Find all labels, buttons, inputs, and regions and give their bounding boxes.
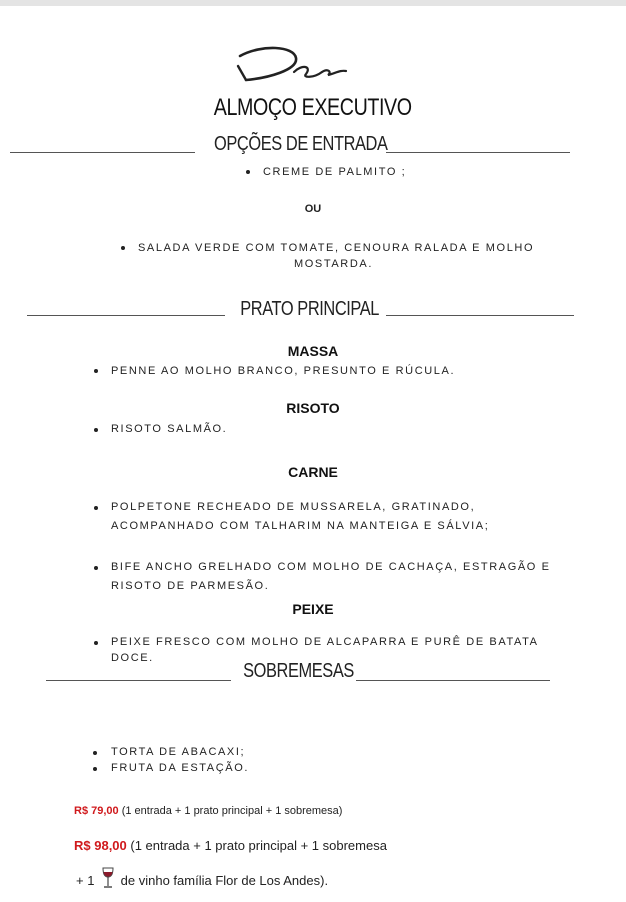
bullet: [94, 428, 98, 432]
section-title-sobremesas: SOBREMESAS: [243, 660, 354, 682]
divider-right: [356, 680, 550, 681]
heading-risoto: RISOTO: [286, 400, 340, 416]
bullet: [246, 170, 250, 174]
wine-description: de vinho família Flor de Los Andes).: [117, 873, 329, 888]
massa-item: PENNE AO MOLHO BRANCO, PRESUNTO E RÚCULA.: [111, 365, 456, 377]
section-title-principal: PRATO PRINCIPAL: [240, 298, 379, 320]
divider-right: [386, 315, 574, 316]
price-value: R$ 79,00: [74, 805, 119, 817]
signature-logo: [232, 42, 352, 88]
price-description: (1 entrada + 1 prato principal + 1 sobremesa: [126, 838, 387, 853]
heading-carne: CARNE: [288, 464, 338, 480]
price-line-2: [74, 838, 387, 853]
price-line-2-continued: [76, 867, 328, 891]
bullet: [94, 506, 98, 510]
price-description: (1 entrada + 1 prato principal + 1 sobremesa): [118, 805, 343, 817]
peixe-item-line2: DOCE.: [111, 652, 154, 664]
or-label: OU: [304, 203, 322, 215]
carne-item-2-line2: RISOTO DE PARMESÃO.: [111, 580, 270, 592]
heading-peixe: PEIXE: [292, 601, 334, 617]
bullet: [93, 751, 97, 755]
bullet: [94, 566, 98, 570]
carne-item-1-line2: ACOMPANHADO COM TALHARIM NA MANTEIGA E SÁLVIA;: [111, 520, 490, 532]
risoto-item: RISOTO SALMÃO.: [111, 423, 228, 435]
sobremesa-item-2: FRUTA DA ESTAÇÃO.: [111, 762, 250, 774]
entrada-item-2-line2: MOSTARDA.: [294, 258, 373, 270]
price-line-1: [74, 805, 342, 817]
divider-left: [27, 315, 225, 316]
bullet: [94, 641, 98, 645]
divider-left: [10, 152, 195, 153]
entrada-item-1: CREME DE PALMITO ;: [263, 166, 407, 178]
divider-left: [46, 680, 231, 681]
bullet: [93, 767, 97, 771]
top-bar: [0, 0, 626, 6]
bullet: [94, 369, 98, 373]
peixe-item-line1: PEIXE FRESCO COM MOLHO DE ALCAPARRA E PURÊ DE BATATA: [111, 636, 539, 648]
section-title-entrada: OPÇÕES DE ENTRADA: [214, 133, 388, 155]
bullet: [121, 246, 125, 250]
entrada-item-2-line1: SALADA VERDE COM TOMATE, CENOURA RALADA E MOLHO: [138, 242, 535, 254]
price-value: R$ 98,00: [74, 838, 127, 853]
carne-item-1-line1: POLPETONE RECHEADO DE MUSSARELA, GRATINADO,: [111, 501, 476, 513]
plus-one-text: + 1: [76, 873, 95, 888]
sobremesa-item-1: TORTA DE ABACAXI;: [111, 746, 246, 758]
wine-glass-icon: [100, 867, 116, 891]
carne-item-2-line1: BIFE ANCHO GRELHADO COM MOLHO DE CACHAÇA, ESTRAGÃO E: [111, 561, 551, 573]
heading-massa: MASSA: [287, 343, 339, 359]
divider-right: [386, 152, 570, 153]
page-title: ALMOÇO EXECUTIVO: [214, 94, 412, 121]
